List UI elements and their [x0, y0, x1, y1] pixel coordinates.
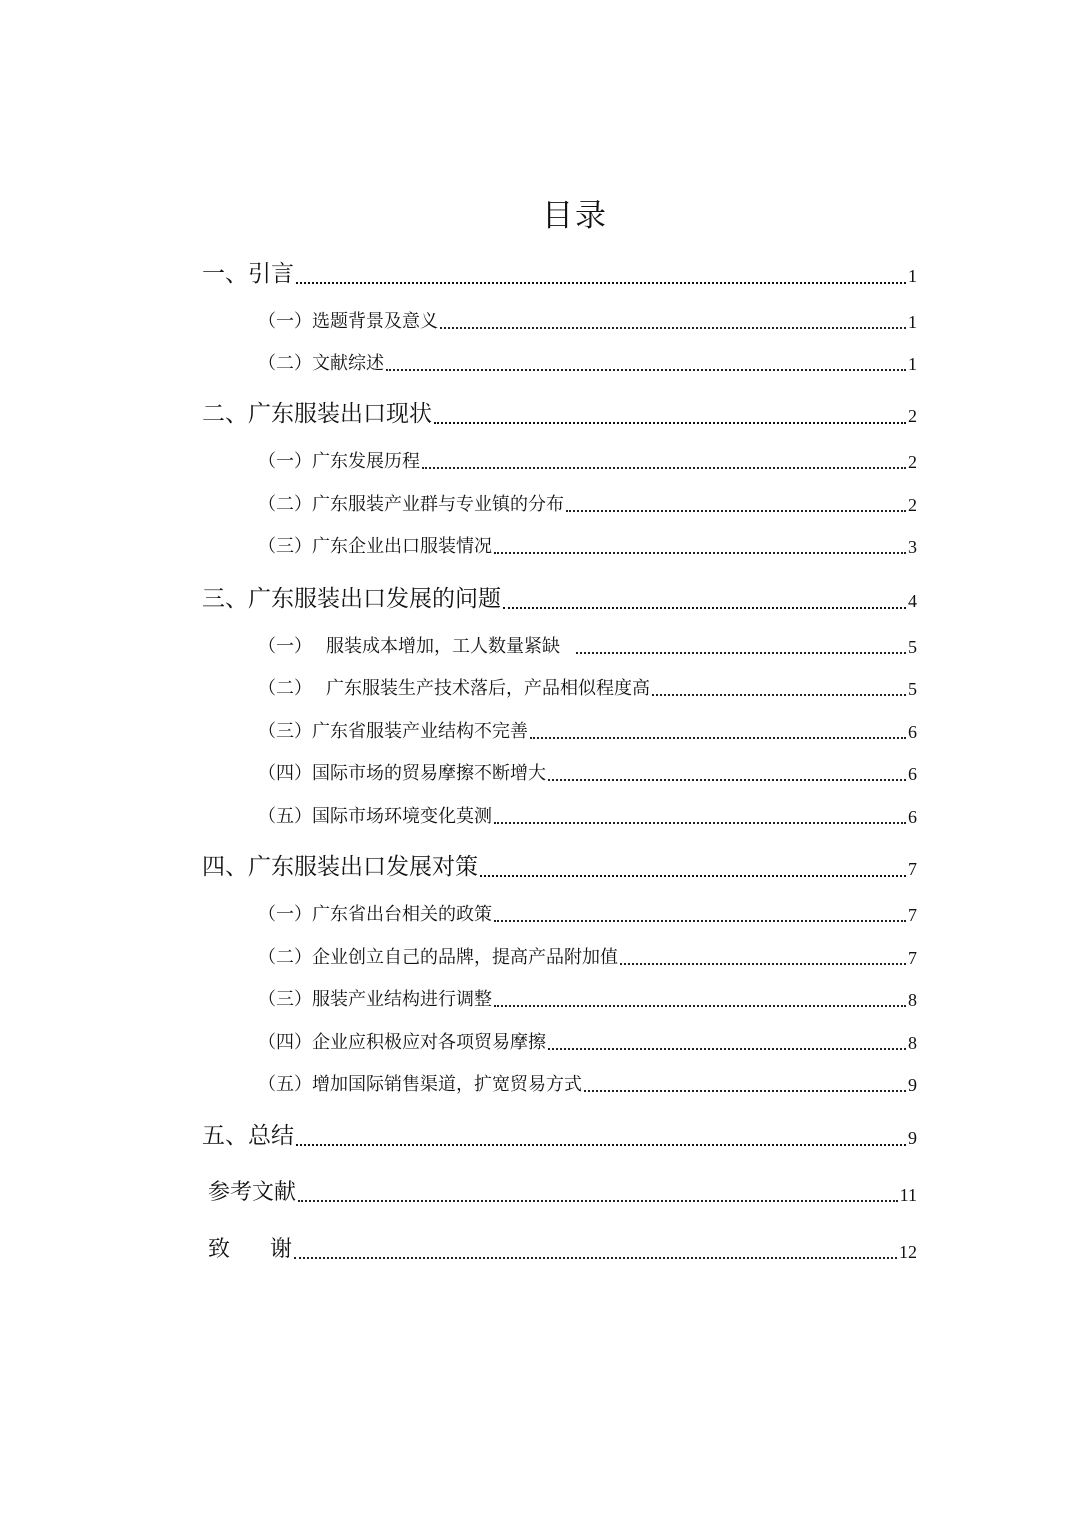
page-title: 目录	[542, 198, 608, 234]
toc-page-number: 7	[908, 905, 917, 925]
toc-page-number: 1	[908, 312, 917, 332]
toc-leader-dots	[422, 467, 906, 469]
toc-entry-summary[interactable]	[202, 1121, 917, 1151]
toc-page-number: 6	[908, 722, 917, 742]
toc-entry-rising-costs[interactable]	[258, 634, 917, 660]
toc-leader-dots	[494, 552, 906, 554]
toc-entry-backward-technology[interactable]	[258, 676, 917, 702]
toc-leader-dots	[294, 1257, 897, 1259]
toc-page-number: 4	[908, 591, 917, 611]
toc-page-number: 1	[908, 266, 917, 286]
toc-entry-countermeasures[interactable]	[202, 852, 917, 882]
toc-leader-dots	[296, 1144, 906, 1146]
toc-leader-dots	[584, 1090, 906, 1092]
toc-entry-label-text: 谢	[270, 1237, 293, 1262]
toc-entry-respond-friction[interactable]	[258, 1030, 917, 1056]
toc-entry-label: （一）广东发展历程	[258, 451, 420, 472]
toc-entry-label: 二、广东服装出口现状	[202, 401, 432, 427]
toc-page-number: 8	[908, 1033, 917, 1053]
toc-entry-export-status[interactable]	[202, 399, 917, 429]
toc-leader-dots	[494, 822, 906, 824]
toc-leader-dots	[548, 779, 906, 781]
toc-page-number: 7	[908, 859, 917, 879]
toc-entry-background[interactable]	[258, 309, 917, 335]
toc-entry-industry-cluster[interactable]	[258, 492, 917, 518]
toc-entry-label: （二）文献综述	[258, 353, 384, 374]
toc-entry-acknowledgements[interactable]	[208, 1235, 917, 1265]
toc-entry-industry-structure[interactable]	[258, 719, 917, 745]
toc-leader-dots	[434, 422, 906, 424]
toc-leader-dots	[298, 1200, 898, 1202]
toc-leader-dots	[296, 282, 906, 284]
toc-leader-dots	[652, 694, 906, 696]
toc-entry-trade-friction[interactable]	[258, 761, 917, 787]
toc-leader-dots	[494, 1005, 906, 1007]
toc-entry-label: （三）广东省服装产业结构不完善	[258, 721, 528, 742]
toc-entry-literature-review[interactable]	[258, 351, 917, 377]
toc-page-number: 9	[908, 1075, 917, 1095]
toc-page-number: 3	[908, 537, 917, 557]
toc-entry-label: （一）选题背景及意义	[258, 311, 438, 332]
toc-leader-dots	[494, 920, 906, 922]
toc-entry-label: 致	[208, 1237, 231, 1262]
toc-page-number: 9	[908, 1128, 917, 1148]
toc-entry-enterprise-export[interactable]	[258, 534, 917, 560]
toc-entry-policy[interactable]	[258, 902, 917, 928]
toc-page-number: 6	[908, 807, 917, 827]
toc-entry-label: （四）企业应积极应对各项贸易摩擦	[258, 1032, 546, 1053]
toc-leader-dots	[620, 963, 906, 965]
toc-page-number: 12	[899, 1242, 917, 1262]
toc-leader-dots	[503, 607, 906, 609]
toc-leader-dots	[440, 327, 906, 329]
toc-entry-label: 三、广东服装出口发展的问题	[202, 586, 501, 612]
toc-entry-label: （一）	[258, 636, 312, 657]
toc-entry-label: （一）广东省出台相关的政策	[258, 904, 492, 925]
toc-entry-label: （五）国际市场环境变化莫测	[258, 806, 492, 827]
toc-entry-problems[interactable]	[202, 584, 917, 614]
toc-page-number: 8	[908, 990, 917, 1010]
toc-leader-dots	[576, 652, 906, 654]
toc-page-number: 7	[908, 948, 917, 968]
toc-entry-label: 一、引言	[202, 261, 294, 287]
toc-entry-label-text: 广东服装生产技术落后，产品相似程度高	[326, 678, 650, 699]
toc-page-number: 11	[899, 1185, 917, 1205]
toc-entry-label-text: 服装成本增加，工人数量紧缺	[326, 636, 560, 657]
toc-leader-dots	[386, 369, 906, 371]
toc-entry-label: （三）广东企业出口服装情况	[258, 536, 492, 557]
toc-entry-label: （二）企业创立自己的品牌，提高产品附加值	[258, 947, 618, 968]
toc-page-number: 6	[908, 764, 917, 784]
toc-entry-label: （三）服装产业结构进行调整	[258, 989, 492, 1010]
toc-entry-introduction[interactable]	[202, 259, 917, 289]
toc-leader-dots	[480, 875, 906, 877]
toc-entry-label: （四）国际市场的贸易摩擦不断增大	[258, 763, 546, 784]
toc-entry-label: 参考文献	[208, 1180, 297, 1205]
toc-entry-brand[interactable]	[258, 945, 917, 971]
toc-entry-label: （二）广东服装产业群与专业镇的分布	[258, 494, 564, 515]
toc-entry-label: 五、总结	[202, 1123, 294, 1149]
toc-page-number: 2	[908, 452, 917, 472]
toc-entry-structure-adjust[interactable]	[258, 987, 917, 1013]
toc-page-number: 2	[908, 495, 917, 515]
toc-entry-development-history[interactable]	[258, 449, 917, 475]
toc-page-number: 5	[908, 637, 917, 657]
toc-entry-label: （五）增加国际销售渠道，扩宽贸易方式	[258, 1074, 582, 1095]
toc-leader-dots	[530, 737, 906, 739]
toc-leader-dots	[566, 510, 906, 512]
toc-entry-label: 四、广东服装出口发展对策	[202, 854, 478, 880]
toc-page-number: 5	[908, 679, 917, 699]
toc-entry-sales-channels[interactable]	[258, 1072, 917, 1098]
toc-page-number: 2	[908, 406, 917, 426]
toc-entry-market-change[interactable]	[258, 804, 917, 830]
toc-leader-dots	[548, 1048, 906, 1050]
toc-page-number: 1	[908, 354, 917, 374]
toc-entry-label: （二）	[258, 678, 312, 699]
toc-entry-references[interactable]	[208, 1178, 917, 1208]
